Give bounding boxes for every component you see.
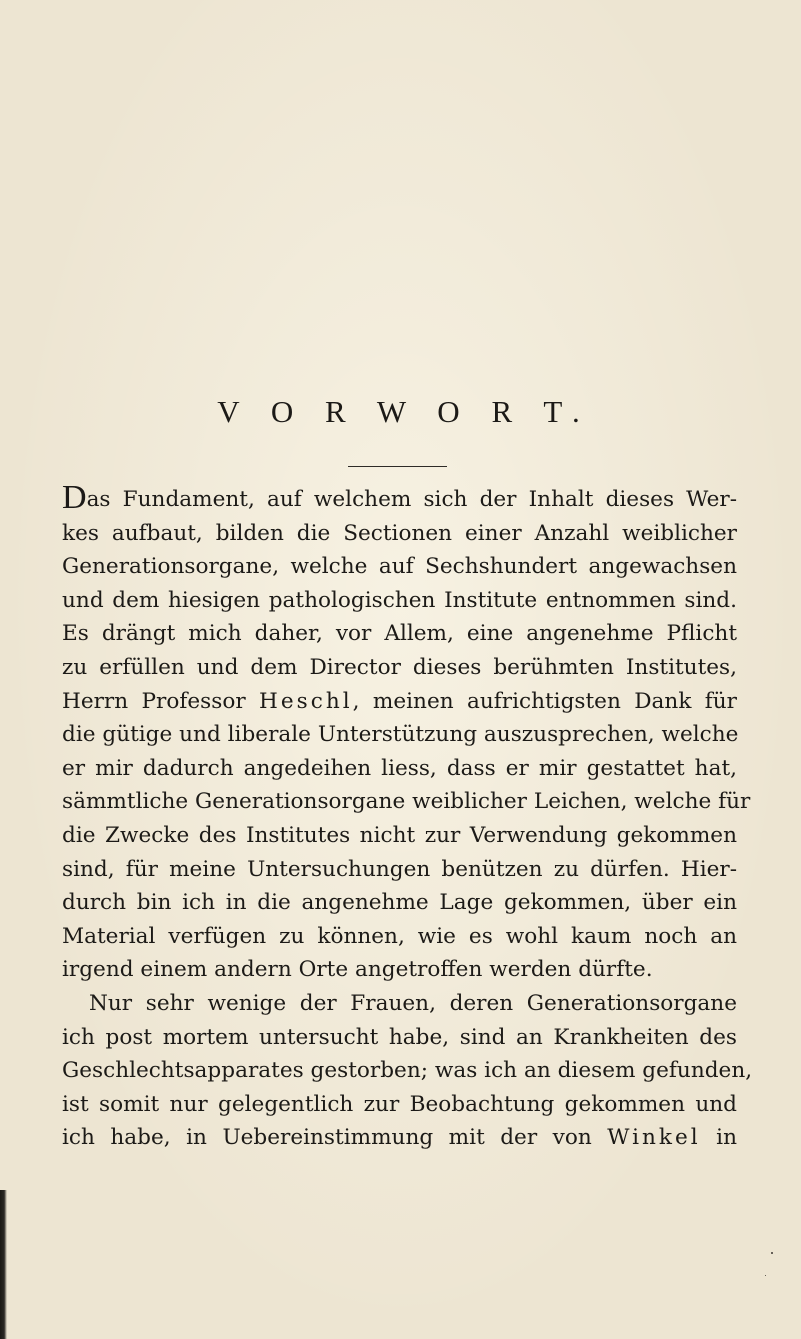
text-line: durch bin ich in die angenehme Lage gekommen, über ein — [62, 890, 737, 916]
text-line — [62, 685, 737, 719]
text-line: sämmtliche Generationsorgane weiblicher Leichen, welche für — [62, 789, 751, 815]
text-line: die gütige und liberale Unterstützung auszusprechen, welche — [62, 722, 739, 748]
text-line: Es drängt mich daher, vor Allem, eine angenehme Pflicht — [62, 621, 737, 647]
preface-text — [62, 479, 753, 1155]
text-line: Generationsorgane, welche auf Sechshundert angewachsen — [62, 554, 737, 580]
text-line-segment: as Fundament, auf welchem sich der Inhalt dieses Wer- — [86, 487, 737, 512]
drop-cap: D — [62, 479, 87, 516]
text-line: sind, für meine Untersuchungen benützen zu dürfen. Hier- — [62, 856, 737, 882]
person-name: Winkel — [607, 1125, 701, 1151]
text-line-segment: ich habe, in Uebereinstimmung mit der von — [62, 1125, 592, 1151]
text-line-segment: Herrn Professor — [62, 688, 246, 714]
text-line — [62, 479, 737, 517]
text-line: ist somit nur gelegentlich zur Beobachtung gekommen und — [62, 1091, 737, 1117]
text-line: Geschlechtsapparates gestorben; was ich an diesem gefunden, — [62, 1058, 753, 1084]
text-line: und dem hiesigen pathologischen Institute entnommen sind. — [62, 587, 737, 613]
text-line: er mir dadurch angedeihen liess, dass er mir gestattet hat, — [62, 755, 737, 781]
page-edge-shadow — [0, 1190, 7, 1339]
paper-speck — [765, 1275, 766, 1276]
title-divider — [348, 466, 447, 467]
text-line: Material verfügen zu können, wie es wohl kaum noch an — [62, 923, 737, 949]
text-line: die Zwecke des Institutes nicht zur Verwendung gekommen — [62, 822, 737, 848]
text-line: kes aufbaut, bilden die Sectionen einer Anzahl weiblicher — [62, 520, 737, 546]
text-line-segment: , meinen aufrichtigsten Dank für — [352, 688, 737, 714]
text-line: Nur sehr wenige der Frauen, deren Generationsorgane — [89, 990, 737, 1016]
text-line: irgend einem andern Orte angetroffen werden dürfte. — [62, 957, 653, 983]
page-title: V O R W O R T. — [217, 394, 592, 429]
text-line: zu erfüllen und dem Director dieses berühmten Institutes, — [62, 654, 737, 680]
text-line — [62, 1121, 737, 1155]
paper-speck — [771, 1252, 773, 1254]
person-name: Heschl — [259, 688, 353, 714]
text-line: ich post mortem untersucht habe, sind an Krankheiten des — [62, 1024, 737, 1050]
text-line-segment: in — [716, 1125, 737, 1151]
